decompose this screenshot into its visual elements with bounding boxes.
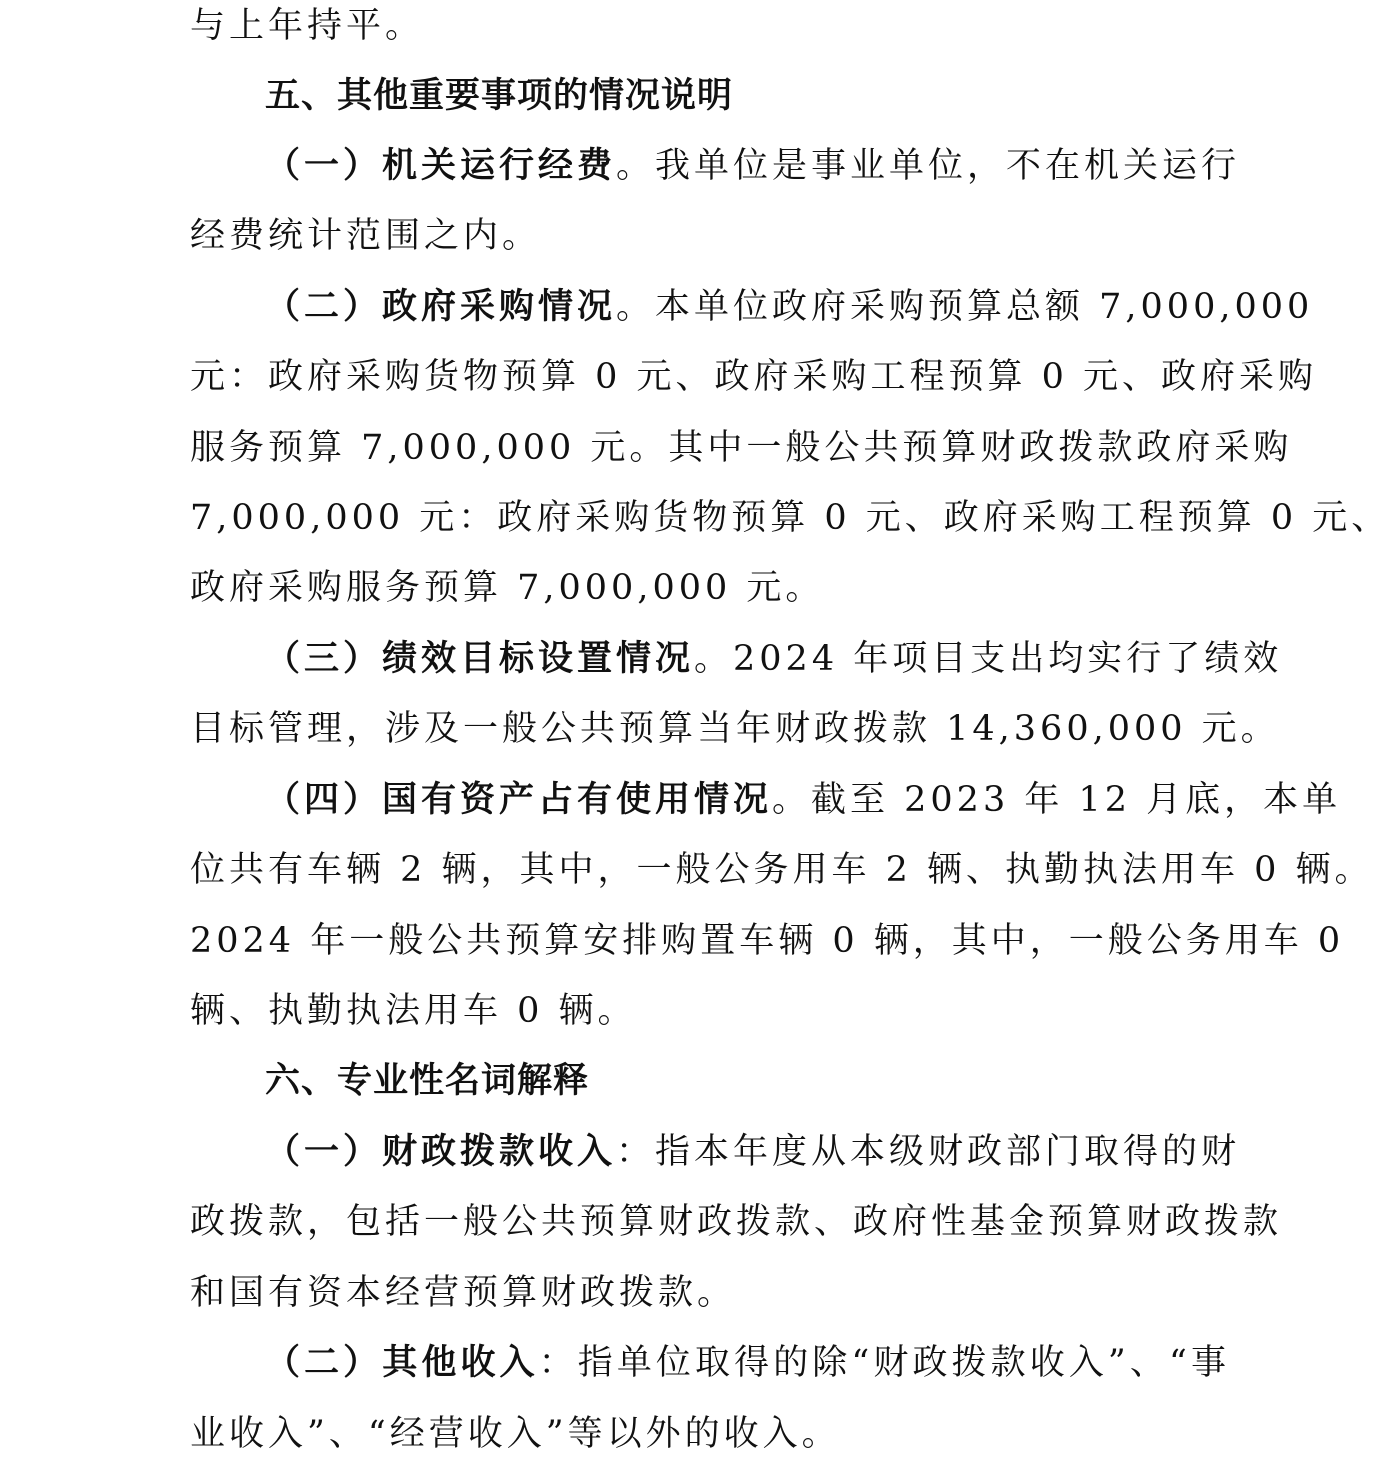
section-heading-six (265, 1051, 1230, 1111)
line-text: 服务预算 7,000,000 元。其中一般公共预算财政拨款政府采购 (190, 428, 1293, 468)
paragraph-line (190, 911, 1345, 971)
subsection-lead: （二）其他收入 (265, 1343, 539, 1383)
heading-text: 五、其他重要事项的情况说明 (265, 76, 734, 116)
line-text: 业收入”、“经营收入”等以外的收入。 (190, 1414, 841, 1454)
line-text: 与上年持平。 (190, 6, 425, 46)
subsection-lead: （一）机关运行经费 (265, 146, 617, 186)
paragraph-line (190, 1263, 1230, 1323)
paragraph-line (265, 629, 1283, 689)
paragraph-line (265, 1122, 1241, 1182)
paragraph-line (190, 981, 1230, 1041)
paragraph-line (265, 277, 1314, 337)
line-text: 经费统计范围之内。 (190, 216, 542, 256)
paragraph-line (190, 1404, 1230, 1464)
paragraph-line (190, 840, 1374, 900)
paragraph-line (190, 488, 1391, 548)
paragraph-line (190, 699, 1280, 759)
line-text: 。我单位是事业单位，不在机关运行 (616, 146, 1241, 186)
subsection-lead: （三）绩效目标设置情况 (265, 639, 695, 679)
section-heading-five (265, 66, 1230, 126)
line-text: ：指单位取得的除“财政拨款收入”、“事 (538, 1343, 1230, 1383)
paragraph-line (190, 206, 1230, 266)
paragraph-line (190, 1192, 1283, 1252)
paragraph-line (190, 0, 1230, 56)
paragraph-line (190, 558, 1230, 618)
line-text: 2024 年一般公共预算安排购置车辆 0 辆，其中，一般公务用车 0 (190, 921, 1345, 961)
heading-text: 六、专业性名词解释 (265, 1061, 590, 1101)
paragraph-line (190, 347, 1318, 407)
paragraph-line (190, 418, 1293, 478)
line-text: 政拨款，包括一般公共预算财政拨款、政府性基金预算财政拨款 (190, 1202, 1283, 1242)
subsection-lead: （二）政府采购情况 (265, 287, 617, 327)
line-text: 目标管理，涉及一般公共预算当年财政拨款 14,360,000 元。 (190, 709, 1280, 749)
line-text: 。2024 年项目支出均实行了绩效 (694, 639, 1283, 679)
paragraph-line (265, 1333, 1230, 1393)
line-text: 位共有车辆 2 辆，其中，一般公务用车 2 辆、执勤执法用车 0 辆。 (190, 850, 1374, 890)
subsection-lead: （一）财政拨款收入 (265, 1132, 617, 1172)
line-text: 辆、执勤执法用车 0 辆。 (190, 991, 637, 1031)
line-text: 。本单位政府采购预算总额 7,000,000 (616, 287, 1314, 327)
line-text: 7,000,000 元：政府采购货物预算 0 元、政府采购工程预算 0 元、 (190, 498, 1391, 538)
paragraph-line (265, 770, 1342, 830)
line-text: 。截至 2023 年 12 月底，本单 (772, 780, 1342, 820)
line-text: 政府采购服务预算 7,000,000 元。 (190, 568, 825, 608)
line-text: 元：政府采购货物预算 0 元、政府采购工程预算 0 元、政府采购 (190, 357, 1318, 397)
line-text: ：指本年度从本级财政部门取得的财 (616, 1132, 1241, 1172)
line-text: 和国有资本经营预算财政拨款。 (190, 1273, 737, 1313)
paragraph-line (265, 136, 1241, 196)
subsection-lead: （四）国有资产占有使用情况 (265, 780, 773, 820)
